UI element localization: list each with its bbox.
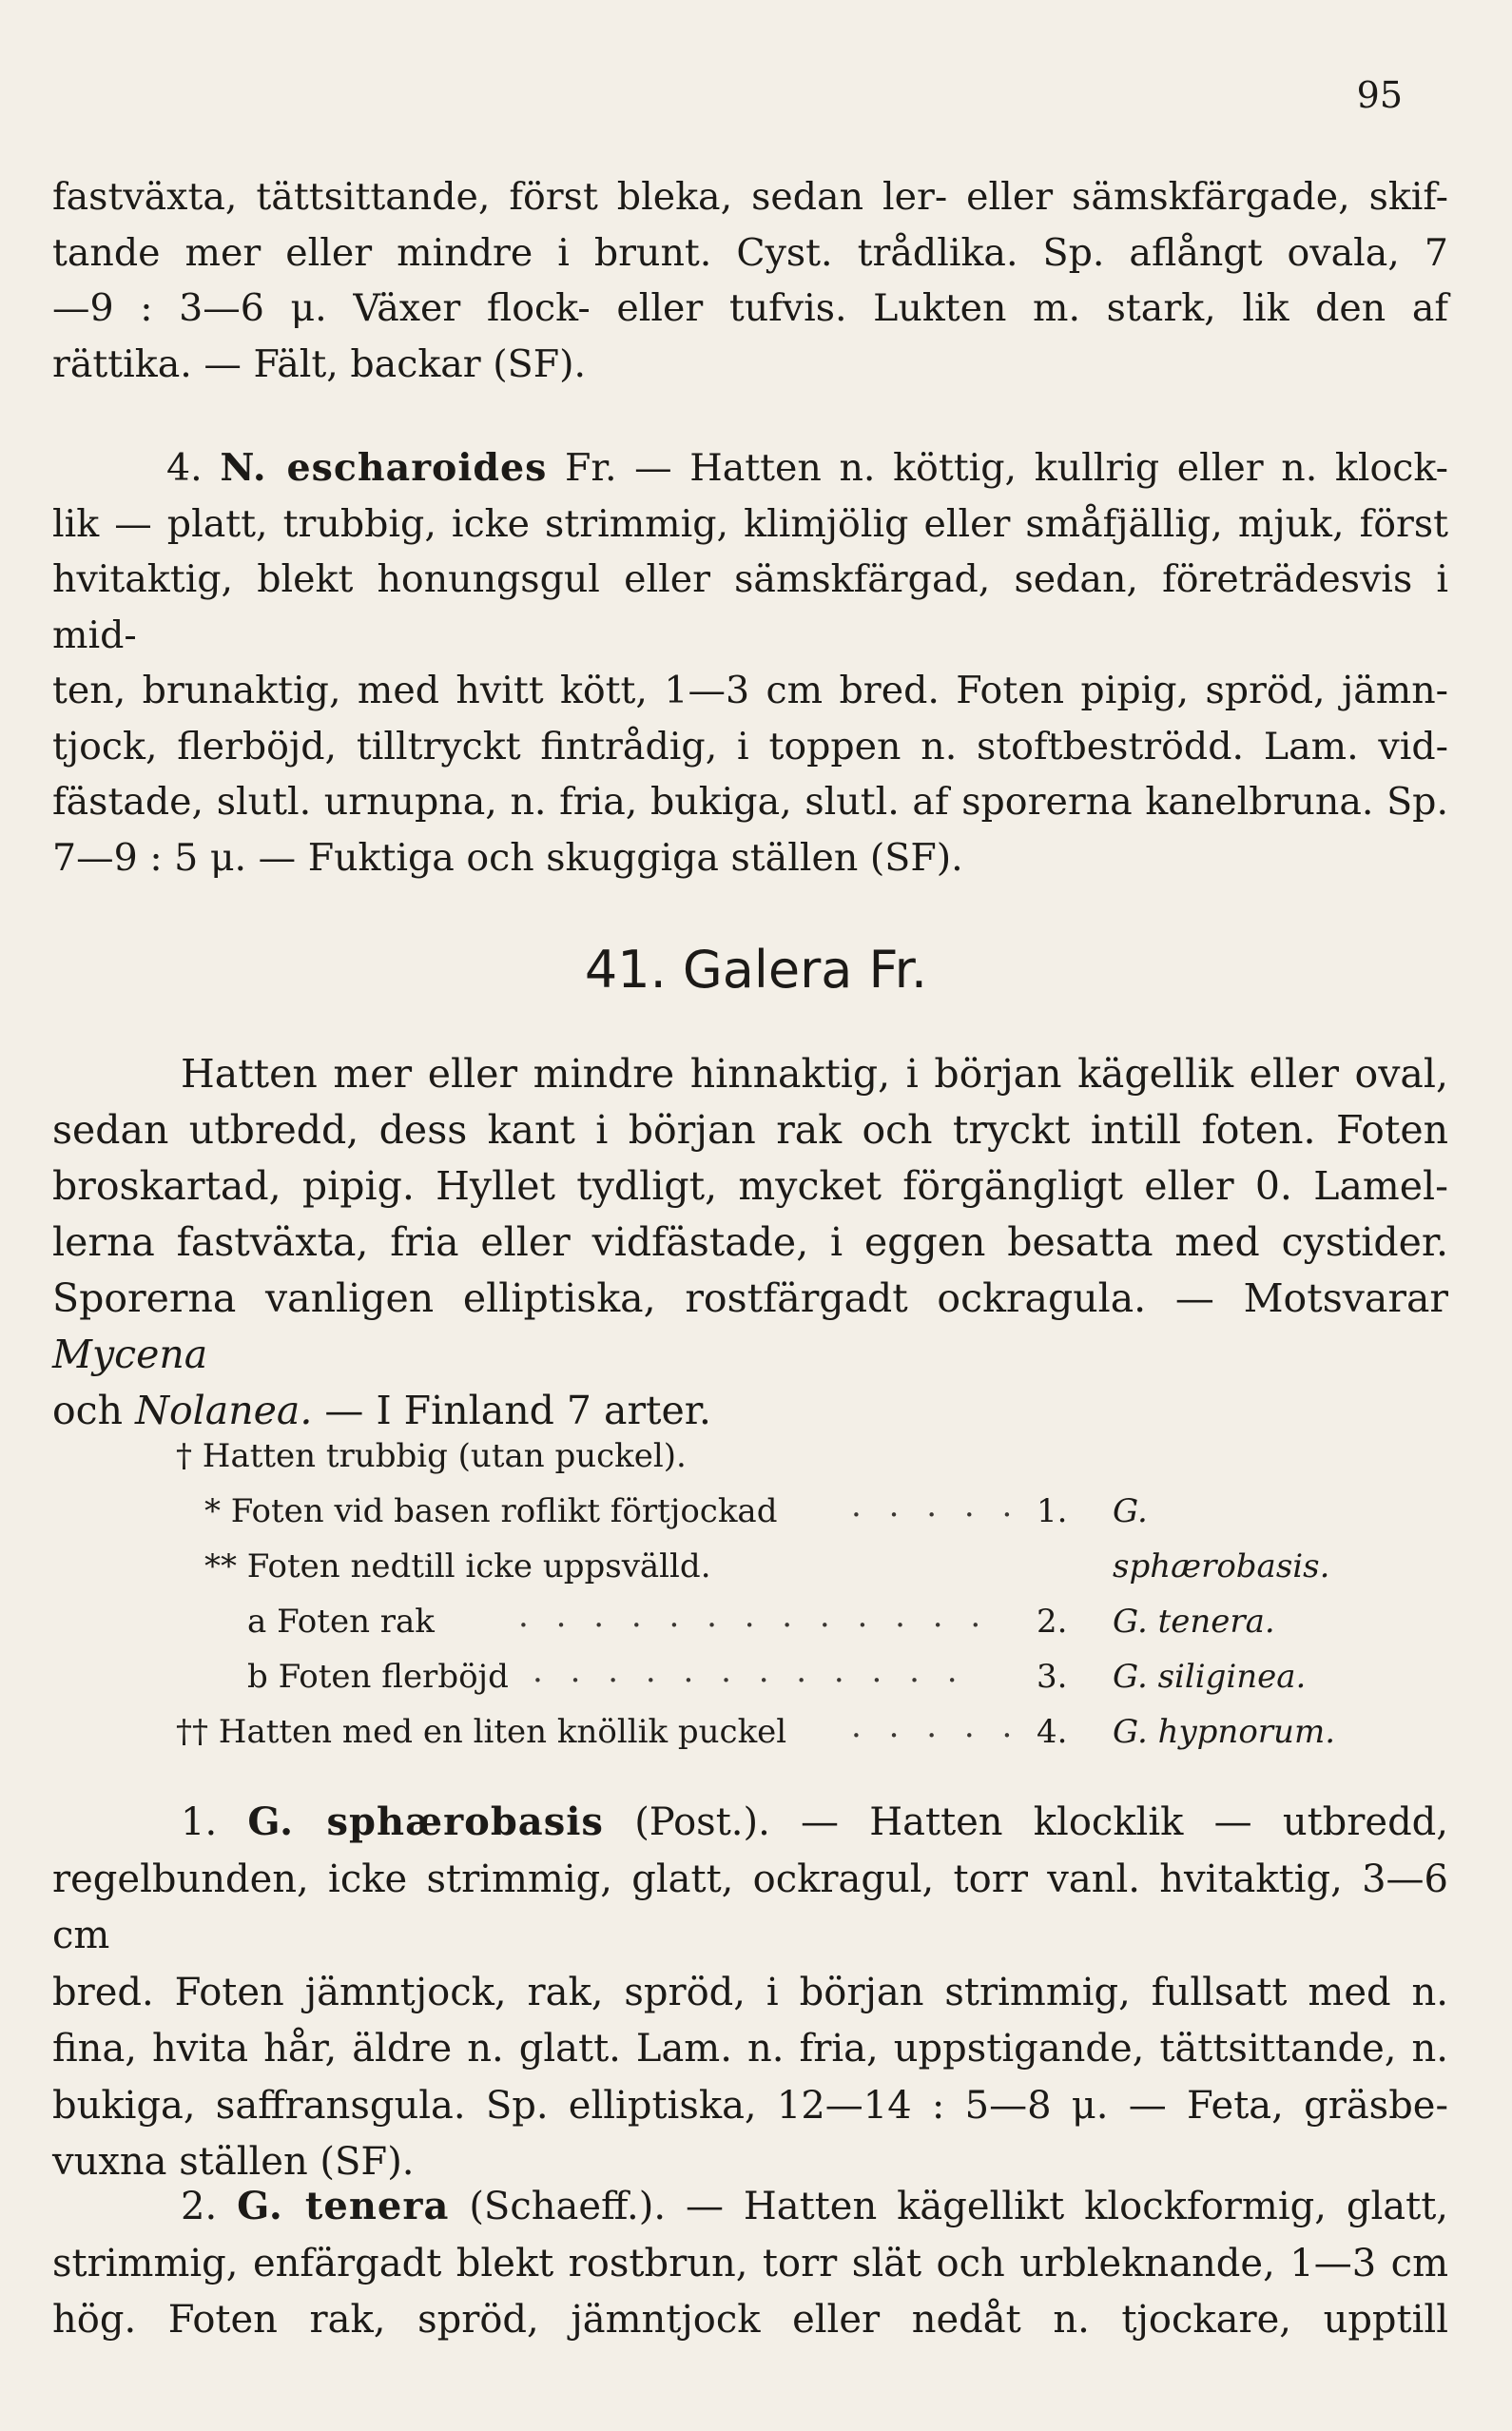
text-line: ten, brunaktig, med hvitt kött, 1—3 cm bred. Foten pipig, spröd, jämn- [52,669,1448,712]
key-dots: . . . . . [851,1487,1021,1525]
key-row [162,1594,1341,1649]
entry-first-line [52,440,1448,496]
text-line: tjock, flerböjd, tilltryckt fintrådig, i toppen n. stoftbeströdd. Lam. vid- [52,724,1448,768]
key-dots: . . . . . . . . . . . . [533,1652,966,1690]
text-fragment: och [52,1388,124,1433]
genus-ref-mycena: Mycena [52,1332,208,1377]
text-line: Hatten mer eller mindre hinnaktig, i början kägellik eller oval, [181,1051,1448,1097]
species-entry-g-sphaerobasis [52,1794,1448,2191]
entry-number: 1. [181,1800,218,1844]
key-label: †† Hatten med en liten knöllik puckel [176,1713,787,1751]
text-line: strimmig, enfärgadt blekt rostbrun, torr slät och urbleknande, 1—3 cm [52,2241,1448,2285]
key-species: G. siliginea. [1113,1658,1307,1696]
key-species: G. sphærobasis. [1113,1492,1330,1585]
species-entry-g-tenera [52,2178,1448,2349]
identification-key [162,1429,1341,1760]
text-line: regelbunden, icke strimmig, glatt, ockragul, torr vanl. hvitaktig, 3—6 cm [52,1857,1448,1957]
species-name: G. sphærobasis [247,1799,604,1844]
intro-paragraph [52,169,1448,392]
key-row [162,1704,1341,1760]
text-line: lerna fastväxta, fria eller vidfästade, i eggen besatta med cystider. [52,1219,1448,1265]
species-name: N. escharoides [220,446,548,490]
key-label: ** Foten nedtill icke uppsvälld. [204,1547,711,1585]
key-label: b Foten flerböjd [247,1658,509,1696]
text-line: sedan utbredd, dess kant i början rak och tryckt intill foten. Foten [52,1107,1448,1153]
key-row [162,1649,1341,1704]
text-line: broskartad, pipig. Hyllet tydligt, mycket förgängligt eller 0. Lamel- [52,1163,1448,1209]
entry-number: 2. [181,2185,218,2228]
text-fragment: Sporerna vanligen elliptiska, rostfärgadt ockragula. — Motsvarar [52,1275,1448,1321]
genus-ref-nolanea: Nolanea. [135,1388,313,1433]
text-line: fastväxta, tättsittande, först bleka, sedan ler- eller sämskfärgade, skif- [52,175,1448,219]
key-dots: . . . . . . . . . . . . . [518,1597,990,1635]
entry-text: Fr. — Hatten n. köttig, kullrig eller n. klock- [565,446,1448,490]
key-row [162,1539,1341,1594]
text-line: 7—9 : 5 μ. — Fuktiga och skuggiga ställen (SF). [52,835,963,880]
entry-text: (Schaeff.). — Hatten kägellikt klockformig, glatt, [469,2185,1448,2228]
key-species: G. hypnorum. [1113,1713,1335,1751]
key-number: 2. [1037,1603,1068,1641]
key-label: a Foten rak [247,1603,435,1641]
text-line: hög. Foten rak, spröd, jämntjock eller nedåt n. tjockare, upptill [52,2298,1448,2342]
key-label: † Hatten trubbig (utan puckel). [176,1437,687,1475]
key-number: 3. [1037,1658,1068,1696]
text-line: lik — platt, trubbig, icke strimmig, klimjölig eller småfjällig, mjuk, först [52,501,1448,546]
text-line: fina, hvita hår, äldre n. glatt. Lam. n. fria, uppstigande, tättsittande, n. [52,2027,1448,2071]
key-species: G. tenera. [1113,1603,1275,1641]
text-line: tande mer eller mindre i brunt. Cyst. trådlika. Sp. aflångt ovala, 7 [52,230,1448,275]
text-line: hvitaktig, blekt honungsgul eller sämskfärgad, sedan, företrädesvis i mid- [52,557,1448,657]
genus-heading: 41. Galera Fr. [584,940,928,1000]
key-label: * Foten vid basen roflikt förtjockad [204,1492,778,1530]
species-name: G. tenera [237,2184,450,2228]
text-line: fästade, slutl. urnupna, n. fria, bukiga, slutl. af sporerna kanelbruna. Sp. [52,780,1448,824]
text-fragment: — I Finland 7 arter. [324,1388,711,1433]
text-line: bukiga, saffransgula. Sp. elliptiska, 12—14 : 5—8 μ. — Feta, gräsbe- [52,2083,1448,2128]
text-line [52,1271,1448,1383]
entry-first-line [52,2178,1448,2236]
genus-description [52,1046,1448,1439]
entry-text: (Post.). — Hatten klocklik — utbredd, [634,1800,1448,1844]
key-row [162,1429,1341,1484]
page-number: 95 [1356,74,1403,116]
text-line: rättika. — Fält, backar (SF). [52,341,587,386]
species-entry-n-escharoides [52,440,1448,885]
key-number: 1. [1037,1492,1068,1530]
entry-number: 4. [166,446,203,490]
key-number: 4. [1037,1713,1068,1751]
text-line: bred. Foten jämntjock, rak, spröd, i början strimmig, fullsatt med n. [52,1970,1448,2014]
text-line: vuxna ställen (SF). [52,2140,415,2184]
text-line: —9 : 3—6 μ. Växer flock- eller tufvis. Lukten m. stark, lik den af [52,286,1448,330]
entry-first-line [52,1794,1448,1852]
key-dots: . . . . . [851,1707,1021,1745]
